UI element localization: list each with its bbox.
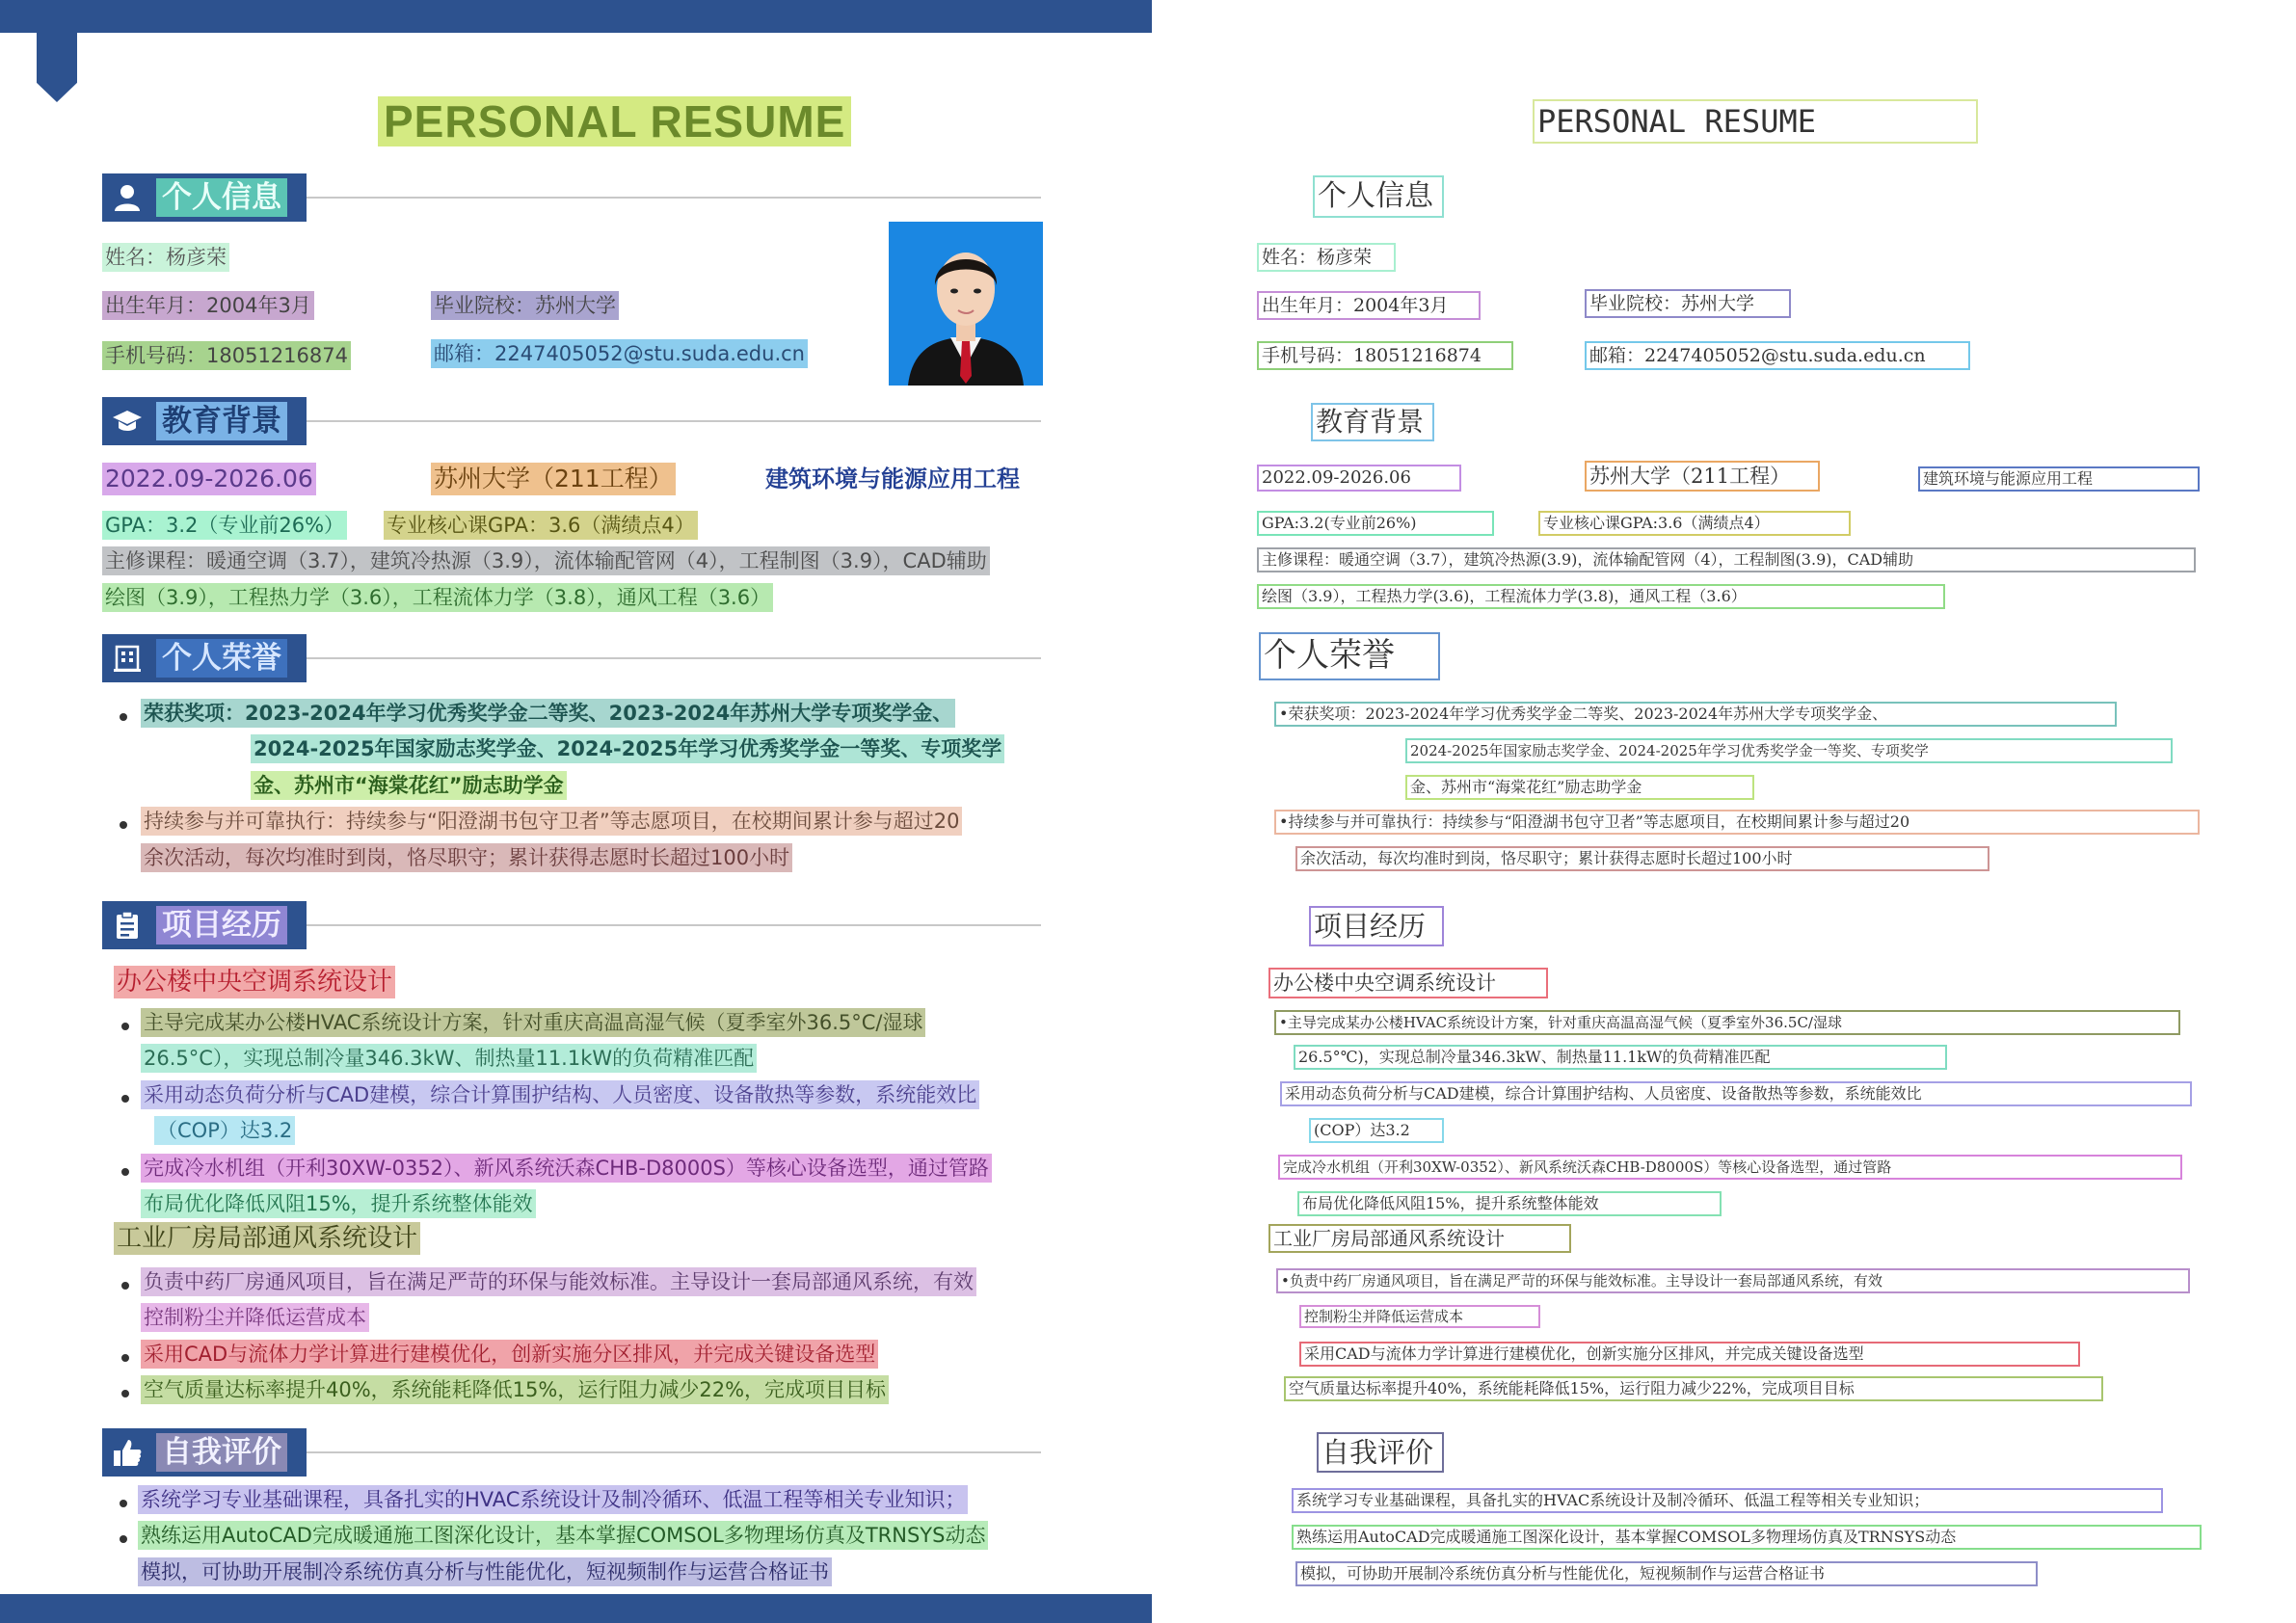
project-2-title: 工业厂房局部通风系统设计 bbox=[114, 1222, 420, 1255]
project-1-bullet-2-line-1: 采用动态负荷分析与CAD建模，综合计算围护结构、人员密度、设备散热等参数，系统能效比 bbox=[141, 1080, 979, 1109]
ocr-p2-b2: 采用CAD与流体力学计算进行建模优化，创新实施分区排风，并完成关键设备选型 bbox=[1299, 1342, 2080, 1367]
bullet bbox=[121, 1023, 129, 1030]
building-icon bbox=[112, 643, 143, 674]
project-1-bullet-1-line-2: 26.5°C），实现总制冷量346.3kW、制热量11.1kW的负荷精准匹配 bbox=[141, 1044, 757, 1073]
project-1-bullet-3-line-2: 布局优化降低风阻15%，提升系统整体能效 bbox=[141, 1189, 536, 1218]
ocr-period: 2022.09-2026.06 bbox=[1257, 465, 1461, 492]
ocr-core-gpa: 专业核心课GPA:3.6（满绩点4） bbox=[1538, 511, 1851, 536]
ocr-major: 建筑环境与能源应用工程 bbox=[1918, 466, 2200, 492]
section-title: 个人荣誉 bbox=[156, 639, 287, 678]
ocr-p1-b1-l2: 26.5°℃)，实现总制冷量346.3kW、制热量11.1kW的负荷精准匹配 bbox=[1294, 1045, 1947, 1070]
portrait-image bbox=[889, 222, 1043, 386]
ocr-gpa: GPA:3.2(专业前26%) bbox=[1257, 511, 1494, 536]
section-title: 教育背景 bbox=[156, 402, 287, 440]
bullet bbox=[120, 713, 127, 721]
honor-1-line-1: 荣获奖项：2023-2024年学习优秀奖学金二等奖、2023-2024年苏州大学专项奖学金、 bbox=[141, 699, 955, 728]
self-eval-2-line-1: 熟练运用AutoCAD完成暖通施工图深化设计，基本掌握COMSOL多物理场仿真及TRNSYS动态 bbox=[138, 1521, 988, 1550]
birth-text: 出生年月：2004年3月 bbox=[102, 291, 314, 320]
ocr-p2-b3: 空气质量达标率提升40%，系统能耗降低15%，运行阻力减少22%，完成项目目标 bbox=[1284, 1376, 2103, 1401]
ocr-section-honors: 个人荣誉 bbox=[1259, 632, 1440, 680]
ocr-university: 苏州大学（211工程） bbox=[1585, 461, 1820, 492]
honor-1-line-3: 金、苏州市“海棠花红”励志助学金 bbox=[251, 771, 567, 800]
ocr-school: 毕业院校：苏州大学 bbox=[1585, 289, 1791, 318]
ocr-project-1-title: 办公楼中央空调系统设计 bbox=[1268, 968, 1548, 998]
project-1-title: 办公楼中央空调系统设计 bbox=[114, 966, 395, 998]
section-divider bbox=[307, 1451, 1041, 1453]
bottom-bar bbox=[0, 1594, 1152, 1623]
ocr-p1-b2-l2: (COP）达3.2 bbox=[1309, 1118, 1444, 1143]
ocr-p2-b1-l2: 控制粉尘并降低运营成本 bbox=[1299, 1305, 1540, 1328]
self-eval-1: 系统学习专业基础课程，具备扎实的HVAC系统设计及制冷循环、低温工程等相关专业知识； bbox=[138, 1485, 968, 1514]
bullet bbox=[121, 1168, 129, 1176]
bullet bbox=[121, 1282, 129, 1290]
section-title: 自我评价 bbox=[156, 1433, 287, 1472]
ocr-honor-2-line-1: •持续参与并可靠执行：持续参与“阳澄湖书包守卫者”等志愿项目，在校期间累计参与超过20 bbox=[1274, 810, 2200, 835]
ocr-title: PERSONAL RESUME bbox=[1533, 99, 1978, 144]
clipboard-icon bbox=[112, 910, 143, 941]
ocr-self-eval-2-line-2: 模拟，可协助开展制冷系统仿真分析与性能优化，短视频制作与运营合格证书 bbox=[1295, 1561, 2038, 1586]
project-1-bullet-2-line-2: （COP）达3.2 bbox=[154, 1116, 295, 1145]
ocr-p2-b1-l1: •负责中药厂房通风项目，旨在满足严苛的环保与能效标准。主导设计一套局部通风系统，有效 bbox=[1276, 1268, 2190, 1293]
section-title: 个人信息 bbox=[156, 178, 287, 217]
honor-2-line-2: 余次活动，每次均准时到岗，恪尽职守；累计获得志愿时长超过100小时 bbox=[141, 843, 792, 872]
project-1-bullet-3-line-1: 完成冷水机组（开利30XW-0352）、新风系统沃森CHB-D8000S）等核心设备选型，通过管路 bbox=[141, 1154, 992, 1183]
section-header-personal-info bbox=[102, 173, 307, 222]
ocr-section-info: 个人信息 bbox=[1313, 175, 1444, 218]
edu-university: 苏州大学（211工程） bbox=[431, 463, 676, 495]
section-title: 项目经历 bbox=[156, 906, 287, 945]
section-header-education bbox=[102, 397, 307, 445]
section-divider bbox=[307, 420, 1041, 422]
top-bar bbox=[0, 0, 1152, 33]
honor-2-line-1: 持续参与并可靠执行：持续参与“阳澄湖书包守卫者”等志愿项目，在校期间累计参与超过20 bbox=[141, 807, 962, 836]
bookmark-ribbon bbox=[37, 33, 77, 102]
ocr-section-self-eval: 自我评价 bbox=[1317, 1432, 1444, 1473]
bullet bbox=[120, 821, 127, 829]
section-divider bbox=[307, 197, 1041, 199]
project-2-bullet-2: 采用CAD与流体力学计算进行建模优化，创新实施分区排风，并完成关键设备选型 bbox=[141, 1340, 878, 1369]
project-1-bullet-1-line-1: 主导完成某办公楼HVAC系统设计方案，针对重庆高温高湿气候（夏季室外36.5°C/湿球 bbox=[141, 1008, 925, 1037]
ocr-project-2-title: 工业厂房局部通风系统设计 bbox=[1268, 1224, 1571, 1253]
bullet bbox=[121, 1354, 129, 1362]
ocr-email: 邮箱：2247405052@stu.suda.edu.cn bbox=[1585, 341, 1970, 370]
project-2-bullet-3: 空气质量达标率提升40%，系统能耗降低15%，运行阻力减少22%，完成项目目标 bbox=[141, 1375, 889, 1404]
bullet bbox=[121, 1390, 129, 1397]
self-eval-2-line-2: 模拟，可协助开展制冷系统仿真分析与性能优化，短视频制作与运营合格证书 bbox=[138, 1557, 832, 1586]
ocr-honor-1-line-3: 金、苏州市“海棠花红”励志助学金 bbox=[1405, 775, 1754, 800]
ocr-self-eval-2-line-1: 熟练运用AutoCAD完成暖通施工图深化设计，基本掌握COMSOL多物理场仿真及TRNSYS动态 bbox=[1292, 1525, 2202, 1550]
ocr-self-eval-1: 系统学习专业基础课程，具备扎实的HVAC系统设计及制冷循环、低温工程等相关专业知识； bbox=[1292, 1488, 2163, 1513]
bullet bbox=[121, 1095, 129, 1103]
edu-period: 2022.09-2026.06 bbox=[102, 463, 316, 495]
section-divider bbox=[307, 924, 1041, 926]
ocr-p1-b3-l1: 完成冷水机组（开利30XW-0352）、新风系统沃森CHB-D8000S）等核心设备选型，通过管路 bbox=[1278, 1155, 2182, 1180]
honor-1-line-2: 2024-2025年国家励志奖学金、2024-2025年学习优秀奖学金一等奖、专项奖学 bbox=[251, 734, 1004, 763]
ocr-honor-2-line-2: 余次活动，每次均准时到岗，恪尽职守；累计获得志愿时长超过100小时 bbox=[1295, 846, 1989, 871]
edu-major: 建筑环境与能源应用工程 bbox=[765, 466, 1020, 492]
bullet bbox=[120, 1535, 127, 1543]
ocr-honor-1-line-1: •荣获奖项：2023-2024年学习优秀奖学金二等奖、2023-2024年苏州大学专项奖学金、 bbox=[1274, 702, 2117, 727]
core-gpa-text: 专业核心课GPA：3.6（满绩点4） bbox=[384, 511, 698, 540]
school-text: 毕业院校：苏州大学 bbox=[431, 291, 619, 320]
bullet bbox=[120, 1500, 127, 1507]
ocr-honor-1-line-2: 2024-2025年国家励志奖学金、2024-2025年学习优秀奖学金一等奖、专项奖学 bbox=[1405, 738, 2173, 763]
user-icon bbox=[112, 182, 143, 213]
ocr-courses-1: 主修课程：暖通空调（3.7），建筑冷热源(3.9)，流体输配管网（4），工程制图(3.9)，CAD辅助 bbox=[1257, 547, 2196, 572]
project-2-bullet-1-line-1: 负责中药厂房通风项目，旨在满足严苛的环保与能效标准。主导设计一套局部通风系统，有效 bbox=[141, 1267, 976, 1296]
ocr-courses-2: 绘图（3.9），工程热力学(3.6)，工程流体力学(3.8)，通风工程（3.6） bbox=[1257, 584, 1945, 609]
courses-line-1: 主修课程：暖通空调（3.7），建筑冷热源（3.9），流体输配管网（4），工程制图（3.9），CAD辅助 bbox=[102, 546, 990, 575]
ocr-birth: 出生年月：2004年3月 bbox=[1257, 291, 1481, 320]
resume-title: PERSONAL RESUME bbox=[378, 96, 851, 146]
section-divider bbox=[307, 657, 1041, 659]
email-text: 邮箱：2247405052@stu.suda.edu.cn bbox=[431, 339, 808, 368]
ocr-p1-b1-l1: •主导完成某办公楼HVAC系统设计方案，针对重庆高温高湿气候（夏季室外36.5C/湿球 bbox=[1274, 1010, 2180, 1035]
ocr-p1-b2-l1: 采用动态负荷分析与CAD建模，综合计算围护结构、人员密度、设备散热等参数，系统能效比 bbox=[1280, 1081, 2192, 1106]
project-2-bullet-1-line-2: 控制粉尘并降低运营成本 bbox=[141, 1303, 369, 1332]
ocr-result-panel bbox=[1215, 0, 2296, 1623]
section-header-projects bbox=[102, 901, 307, 949]
phone-text: 手机号码：18051216874 bbox=[102, 341, 351, 370]
ocr-p1-b3-l2: 布局优化降低风阻15%，提升系统整体能效 bbox=[1297, 1191, 1722, 1216]
ocr-phone: 手机号码：18051216874 bbox=[1257, 341, 1513, 370]
ocr-name: 姓名：杨彦荣 bbox=[1257, 243, 1396, 272]
name-text: 姓名：杨彦荣 bbox=[102, 243, 229, 272]
graduation-cap-icon bbox=[112, 406, 143, 437]
ocr-section-projects: 项目经历 bbox=[1309, 906, 1444, 946]
gpa-text: GPA：3.2（专业前26%） bbox=[102, 511, 347, 540]
profile-photo bbox=[889, 222, 1043, 386]
thumbs-up-icon bbox=[112, 1437, 143, 1468]
courses-line-2: 绘图（3.9），工程热力学（3.6），工程流体力学（3.8），通风工程（3.6） bbox=[102, 583, 773, 612]
ocr-section-education: 教育背景 bbox=[1311, 403, 1434, 441]
section-header-honors bbox=[102, 634, 307, 682]
section-header-self-eval bbox=[102, 1428, 307, 1477]
